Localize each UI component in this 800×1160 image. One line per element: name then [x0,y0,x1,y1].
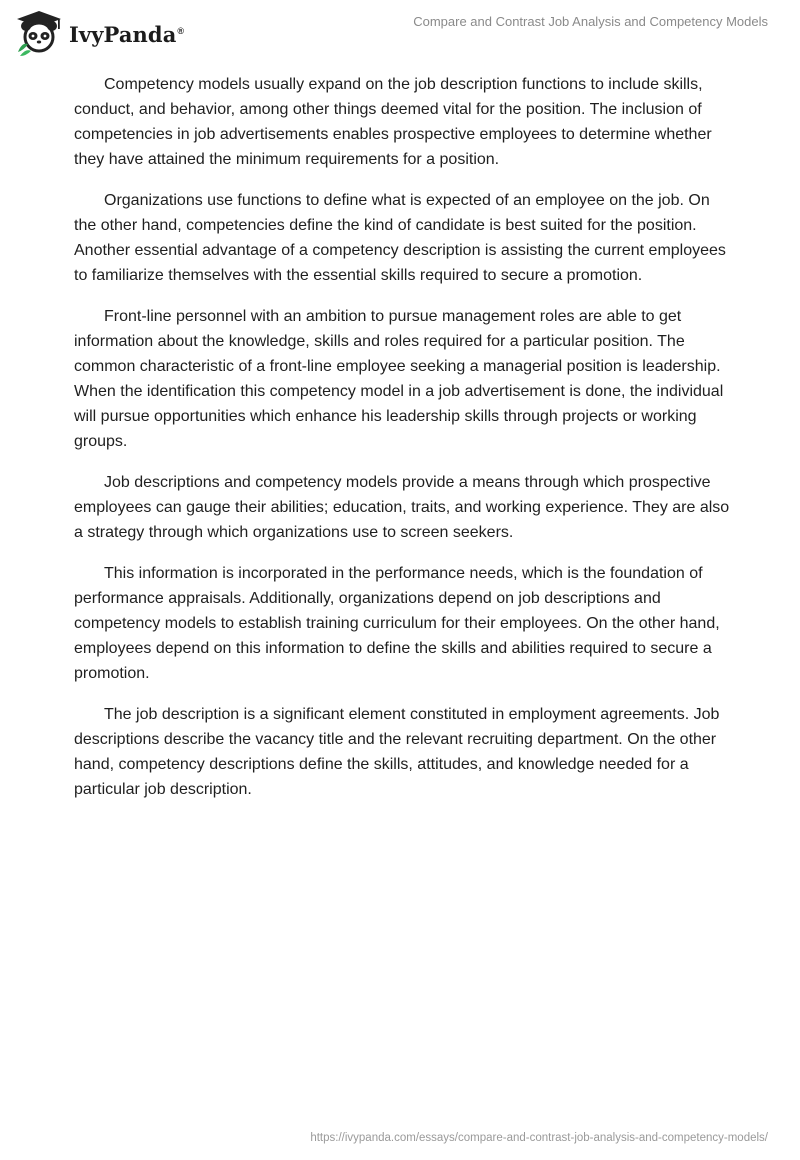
registered-mark: ® [177,25,185,36]
essay-body [74,72,734,818]
paragraph: Job descriptions and competency models provide a means through which prospective employees can gauge their abilities; education, traits, and working experience. They are also a strategy through which organizations use to screen seekers. [74,474,730,541]
paragraph: Competency models usually expand on the job description functions to include skills, conduct, and behavior, among other things deemed vital for the position. The inclusion of competencies in job advertisements enables prospective employees to determine whether they have attained the minimum requirements for a position. [74,76,712,168]
source-url[interactable]: https://ivypanda.com/essays/compare-and-contrast-job-analysis-and-competency-models/ [310,1132,768,1144]
paragraph: The job description is a significant element constituted in employment agreements. Job descriptions describe the vacancy title and the relevant recruiting department. On the other hand, competency descriptions define the skills, attitudes, and knowledge needed for a particular job description. [74,706,720,798]
brand-logo[interactable] [14,8,184,58]
page-header [0,0,800,60]
brand-name: IvyPanda® [69,21,185,47]
document-title: Compare and Contrast Job Analysis and Competency Models [413,14,768,29]
paragraph: Organizations use functions to define what is expected of an employee on the job. On the other hand, competencies define the kind of candidate is best suited for the position. Another essential advantage of a competency description is assisting the current employees to familiarize themselves with the essential skills required to secure a promotion. [74,192,726,284]
paragraph: This information is incorporated in the performance needs, which is the foundation of performance appraisals. Additionally, organizations depend on job descriptions and competency models to establish training curriculum for their employees. On the other hand, employees depend on this information to define the skills and abilities required to secure a promotion. [74,565,720,682]
paragraph: Front-line personnel with an ambition to pursue management roles are able to get information about the knowledge, skills and roles required for a particular position. The common characteristic of a front-line employee seeking a managerial position is leadership. When the identification this competency model in a job advertisement is done, the individual will pursue opportunities which enhance his leadership skills through projects or working groups. [74,308,724,450]
panda-graduate-icon [14,8,64,58]
